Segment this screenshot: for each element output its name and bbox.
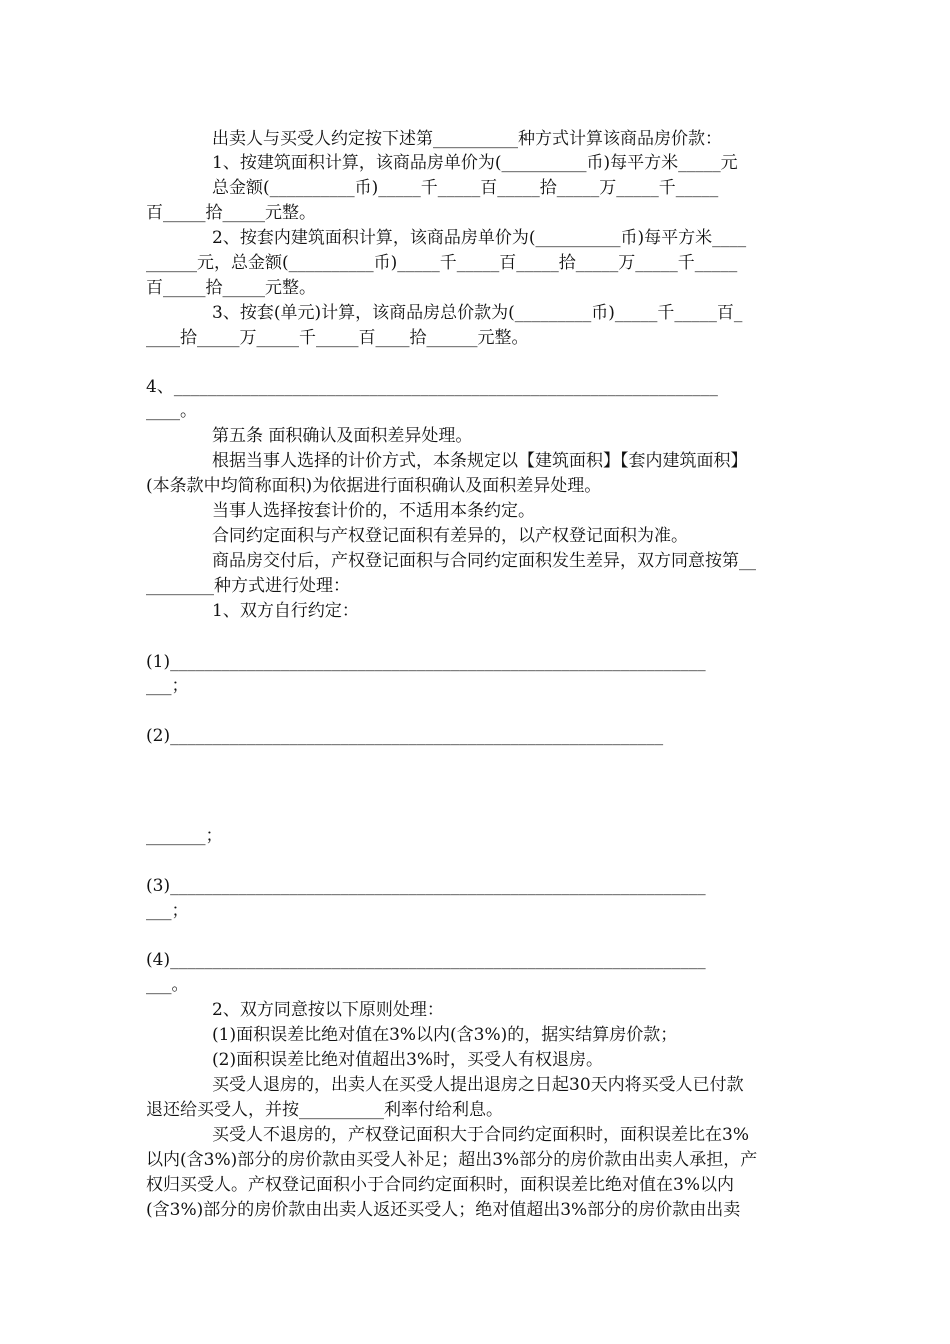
text-line: 当事人选择按套计价的，不适用本条约定。 [212, 501, 535, 521]
text-line: 百_____拾_____元整。 [146, 278, 316, 298]
text-line: ___； [146, 901, 189, 921]
text-line: (1)_______________________________________________________________ [146, 652, 706, 672]
text-line: 3、按套(单元)计算，该商品房总价款为(_________币)_____千_____百_ [212, 303, 743, 323]
text-line: ______元，总金额(__________币)_____千_____百_____拾_____万_____千_____ [146, 253, 738, 273]
text-line: 2、按套内建筑面积计算，该商品房单价为(__________币)每平方米____ [212, 228, 747, 248]
text-line: 出卖人与买受人约定按下述第__________种方式计算该商品房价款： [212, 129, 722, 149]
text-line: ___； [146, 676, 189, 696]
text-line: 2、双方同意按以下原则处理： [212, 1000, 444, 1020]
text-line: 1、按建筑面积计算，该商品房单价为(__________币)每平方米_____元 [212, 153, 738, 173]
text-line: 买受人不退房的，产权登记面积大于合同约定面积时，面积误差比在3% [212, 1125, 749, 1145]
text-line: (本条款中均简称面积)为依据进行面积确认及面积差异处理。 [146, 476, 602, 496]
text-line: ________种方式进行处理： [146, 576, 350, 596]
text-line: (2)__________________________________________________________ [146, 726, 664, 746]
section-heading: 第五条 面积确认及面积差异处理。 [212, 426, 473, 446]
text-line: _______； [146, 826, 223, 846]
text-line: (4)_______________________________________________________________ [146, 950, 706, 970]
text-line: 买受人退房的，出卖人在买受人提出退房之日起30天内将买受人已付款 [212, 1075, 744, 1095]
text-line: (3)_______________________________________________________________ [146, 876, 706, 896]
text-line: 合同约定面积与产权登记面积有差异的，以产权登记面积为准。 [212, 526, 688, 546]
text-line: 百_____拾_____元整。 [146, 203, 316, 223]
text-line: 1、双方自行约定： [212, 601, 359, 621]
text-line: 以内(含3%)部分的房价款由买受人补足；超出3%部分的房价款由出卖人承担，产 [146, 1150, 758, 1170]
text-line: (1)面积误差比绝对值在3%以内(含3%)的，据实结算房价款； [212, 1025, 678, 1045]
text-line: ____。 [146, 401, 197, 421]
text-line: (含3%)部分的房价款由出卖人返还买受人；绝对值超出3%部分的房价款由出卖 [146, 1200, 741, 1220]
text-line: 根据当事人选择的计价方式，本条规定以【建筑面积】【套内建筑面积】 [212, 451, 748, 471]
text-line: 退还给买受人，并按__________利率付给利息。 [146, 1100, 503, 1120]
text-line: 4、________________________________________________________________ [146, 377, 718, 397]
text-line: 商品房交付后，产权登记面积与合同约定面积发生差异，双方同意按第__ [212, 551, 756, 571]
text-line: 总金额(__________币)_____千_____百_____拾_____万_____千_____ [212, 178, 719, 198]
text-line: (2)面积误差比绝对值超出3%时，买受人有权退房。 [212, 1050, 604, 1070]
text-line: 权归买受人。产权登记面积小于合同约定面积时，面积误差比绝对值在3%以内 [146, 1175, 734, 1195]
text-line: ___。 [146, 975, 189, 995]
text-line: ____拾_____万_____千_____百____拾______元整。 [146, 328, 529, 348]
